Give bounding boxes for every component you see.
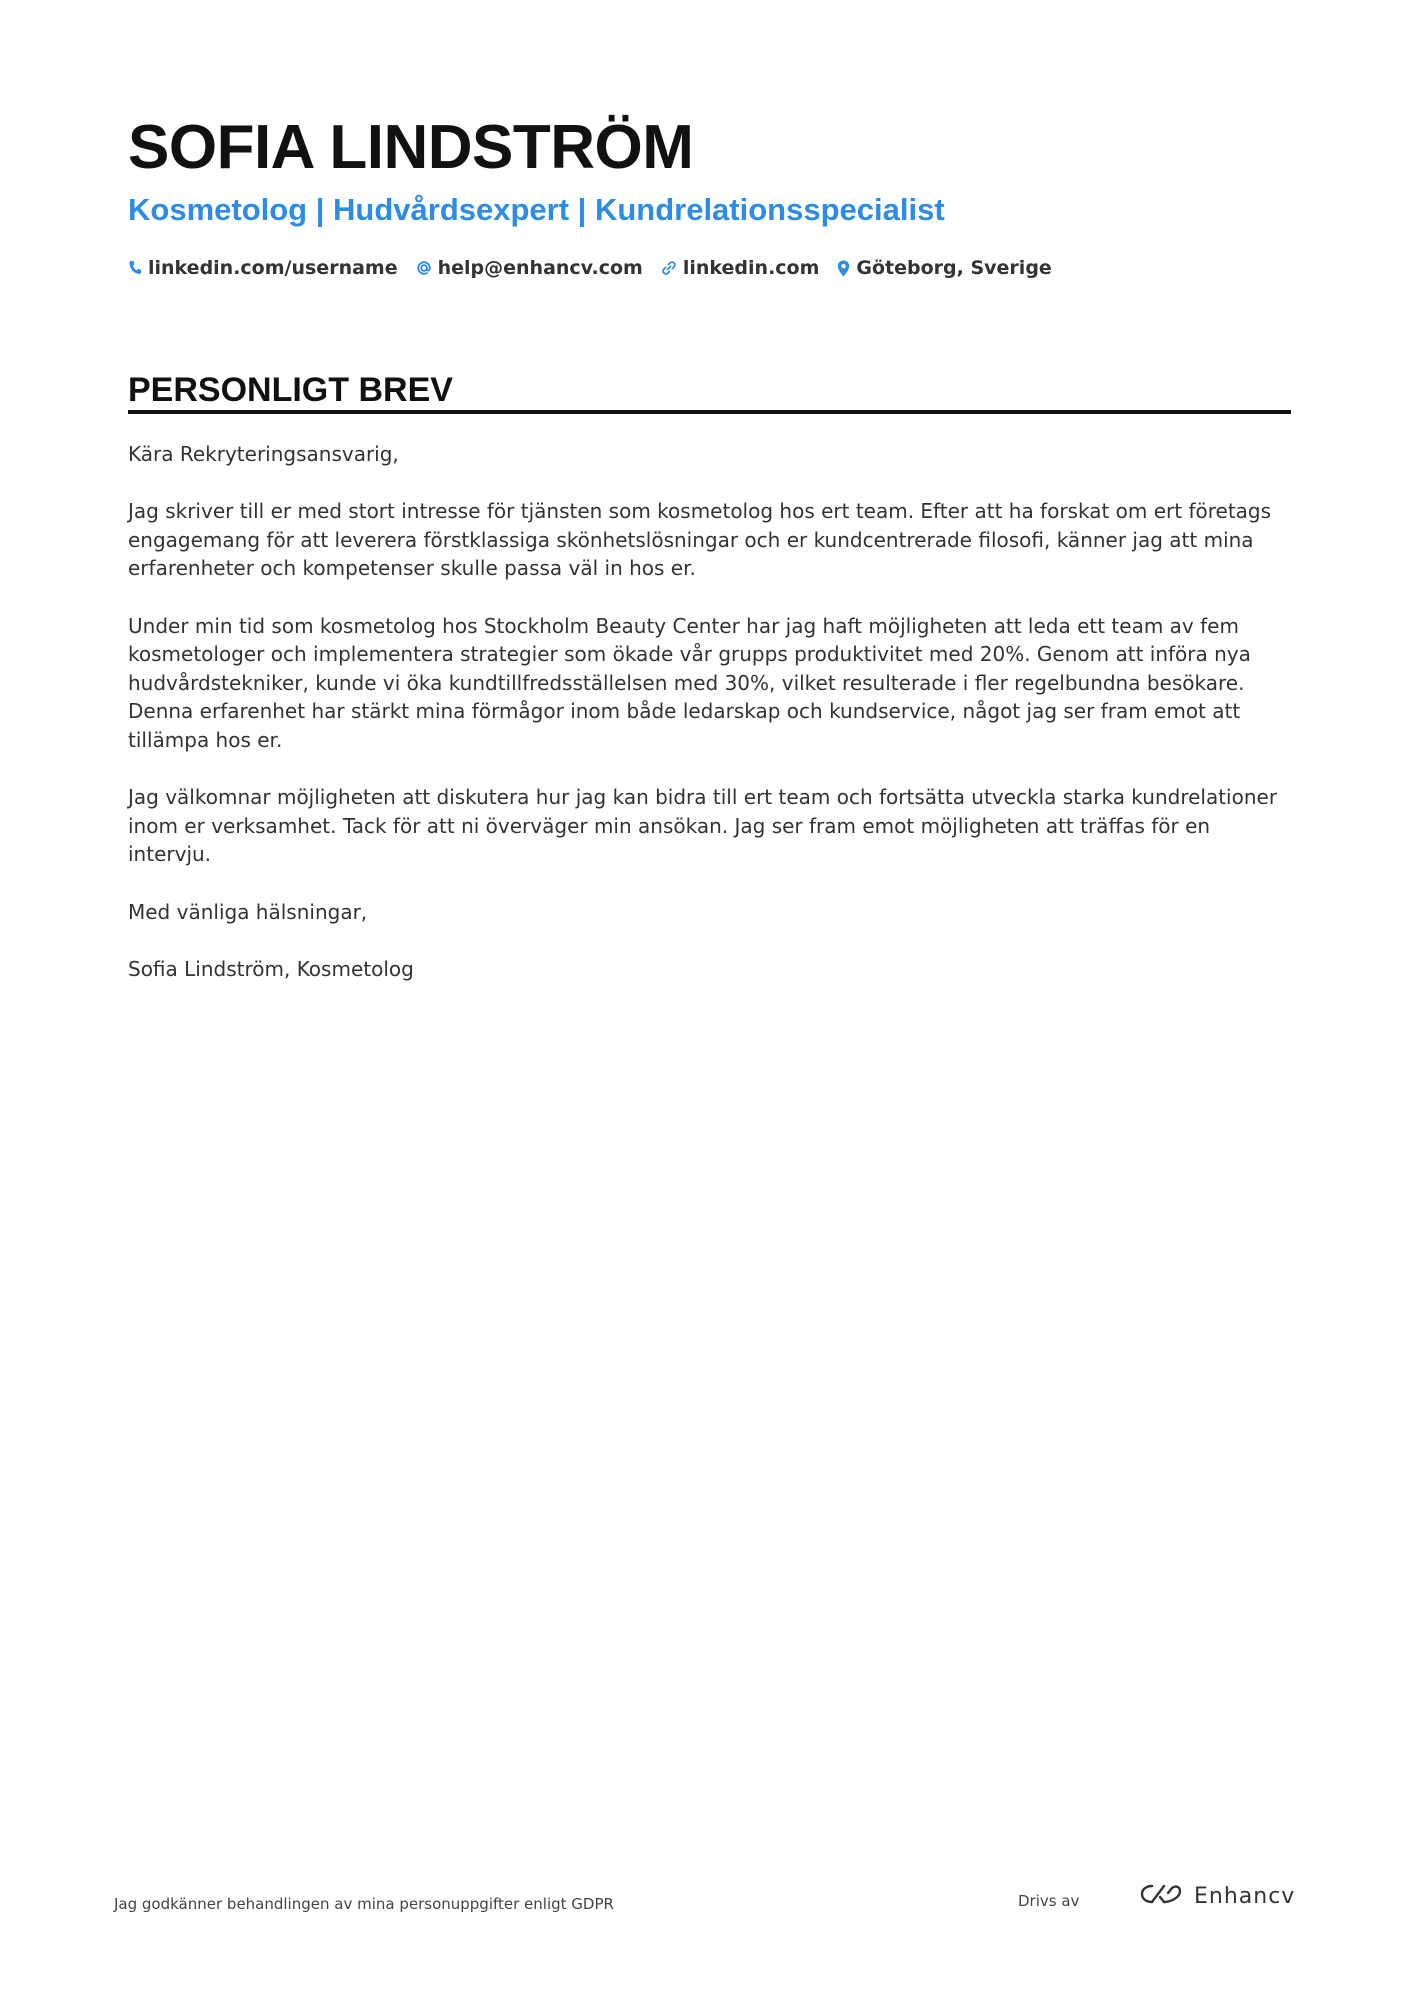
letter-signature: Sofia Lindström, Kosmetolog: [128, 956, 414, 981]
contact-email-text: help@enhancv.com: [437, 257, 643, 279]
enhancv-brand[interactable]: [1138, 1882, 1295, 1910]
candidate-headline: Kosmetolog | Hudvårdsexpert | Kundrelationsspecialist: [128, 192, 945, 227]
enhancv-logo-icon: [1138, 1882, 1184, 1910]
gdpr-consent-text: Jag godkänner behandlingen av mina personuppgifter enligt GDPR: [114, 1895, 614, 1913]
letter-paragraph: Under min tid som kosmetolog hos Stockholm Beauty Center har jag haft möjligheten att leda ett team av fem kosmetologer och implementera strategier som ökade vår grupps produktivitet med 20%. Genom att införa nya hudvårdstekniker, kunde vi öka kundtillfredsställelsen med 30%, vilket resulterade i fler regelbundna besökare. Denna erfarenhet har stärkt mina förmågor inom både ledarskap och kundservice, något jag ser fram emot att tillämpa hos er.: [128, 613, 1251, 752]
section-title: PERSONLIGT BREV: [128, 371, 453, 409]
letter-body: [128, 440, 1291, 1012]
letter-greeting: Kära Rekryteringsansvarig,: [128, 442, 399, 466]
contact-phone[interactable]: [128, 257, 398, 279]
powered-by-label: Drivs av: [1018, 1892, 1080, 1910]
candidate-name: SOFIA LINDSTRÖM: [128, 113, 694, 182]
location-pin-icon: [837, 260, 850, 277]
letter-closing: Med vänliga hälsningar,: [128, 899, 368, 924]
link-icon: [661, 260, 677, 276]
contact-location-text: Göteborg, Sverige: [856, 257, 1052, 279]
contact-link[interactable]: [661, 257, 820, 279]
letter-paragraph: Jag välkomnar möjligheten att diskutera hur jag kan bidra till ert team och fortsätta utveckla starka kundrelationer inom er verksamhet. Tack för att ni överväger min ansökan. Jag ser fram emot möjligheten att träffas för en intervju.: [128, 785, 1278, 867]
phone-icon: [128, 260, 142, 276]
contact-phone-text: linkedin.com/username: [148, 257, 398, 279]
contact-location: [837, 257, 1051, 279]
letter-paragraph: Jag skriver till er med stort intresse för tjänsten som kosmetolog hos ert team. Efter att ha forskat om ert företags engagemang för att leverera förstklassiga skönhetslösningar och er kundcentrerade filosofi, känner jag att mina erfarenheter och kompetenser skulle passa väl in hos er.: [128, 499, 1272, 581]
contact-email[interactable]: [416, 257, 643, 279]
section-divider: [128, 410, 1291, 414]
contact-bar: [128, 252, 1052, 284]
enhancv-brand-name: Enhancv: [1194, 1883, 1296, 1909]
contact-link-text: linkedin.com: [682, 257, 820, 279]
at-icon: [416, 260, 432, 276]
